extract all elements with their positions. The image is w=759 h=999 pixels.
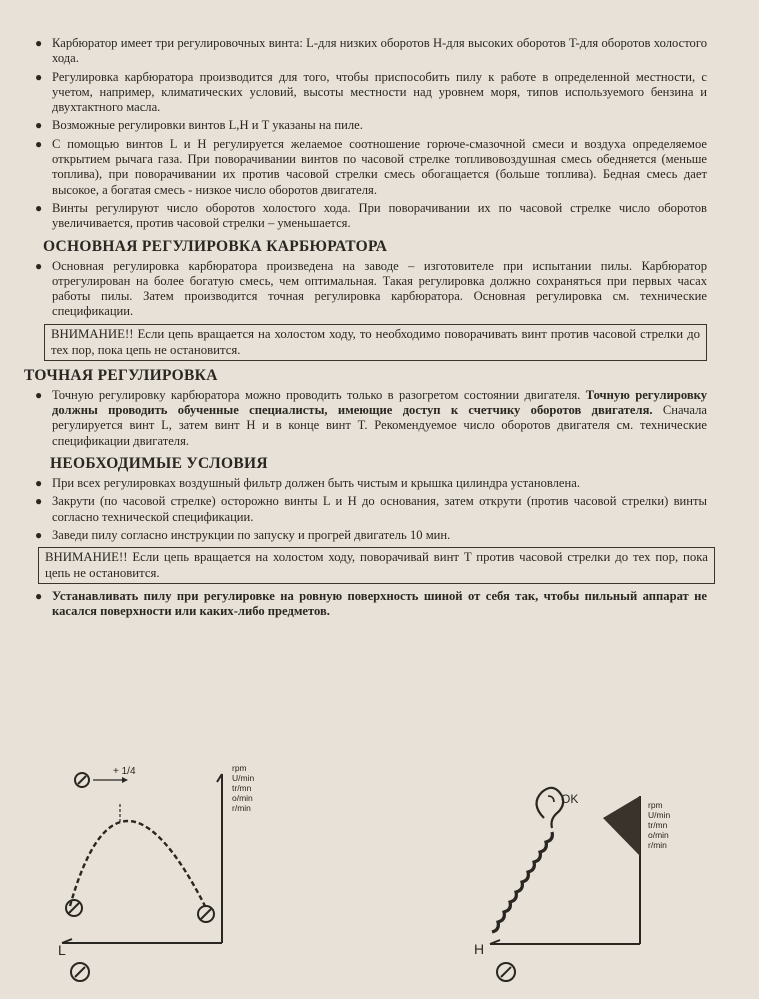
bullet-icon: ● [35, 36, 43, 50]
unit-label: r/min [648, 840, 667, 850]
bullet-icon: ● [35, 200, 43, 215]
axis-label-l: L [58, 942, 66, 958]
adjustment-figures [0, 756, 759, 999]
screw-icon [198, 906, 214, 922]
list-item: ● Точную регулировку карбюратора можно проводить только в разогретом состоянии двигателя. Точную регулировку должны проводить обученные специалисты, имеющие доступ к счетчику оборотов двигателя. Сначала регулируется винт L, затем винт H и в конце винт T. Рекомендуемое число оборотов двигателя см. технические спецификации двигателя. [35, 387, 707, 448]
list-item: ● Возможные регулировки винтов L,H и T указаны на пиле. [35, 118, 363, 133]
bullet-icon: ● [35, 494, 43, 509]
unit-label: U/min [232, 773, 255, 783]
unit-label: rpm [648, 800, 663, 810]
bullet-icon: ● [35, 118, 43, 133]
rpm-wave [492, 832, 552, 932]
bullet-icon: ● [35, 387, 43, 402]
list-item: ● Устанавливать пилу при регулировке на ровную поверхность шиной от себя так, чтобы пильный аппарат не касался поверхности или каких-либо предметов. [35, 589, 707, 619]
screw-icon [71, 963, 89, 981]
list-item: ● Основная регулировка карбюратора произведена на заводе – изготовителе при испытании пилы. Карбюратор отрегулирован на более богатую смесь, чем оптимальная. Такая регулировка должно сохраняться при первых часах работы пилы. Затем производится точная регулировка карбюратора. Основная регулировка см. технические спецификации. [35, 258, 707, 319]
bullet-icon: ● [35, 589, 43, 604]
screw-icon [497, 963, 515, 981]
list-item: ● С помощью винтов L и H регулируется желаемое соотношение горюче-смазочной смеси и воздуха определяемое открытием рычага газа. При поворачивании винтов по часовой стрелке топливовоздушная смесь обедняется (меньше топлива), при поворачивании их против часовой стрелки смесь обогащается (больше топлива). Бедная смесь дает высокое, а богатая смесь - низкое число оборотов двигателя. [35, 136, 707, 197]
rpm-curve [70, 821, 205, 906]
screw-icon [66, 900, 82, 916]
unit-label: tr/mn [648, 820, 668, 830]
bullet-icon: ● [35, 475, 43, 490]
warning-box-basic: ВНИМАНИЕ!! Если цепь вращается на холостом ходу, то необходимо поворачивать винт против часовой стрелки до тех пор, пока цепь не остановится. [44, 324, 707, 361]
turn-arrow-head [122, 777, 128, 783]
axis-label-h: H [474, 941, 485, 957]
figure-high-speed [474, 788, 670, 981]
figure-low-speed [58, 763, 254, 981]
list-item: ● Заведи пилу согласно инструкции по запуску и прогрей двигатель 10 мин. [35, 527, 451, 542]
bullet-icon: ● [35, 527, 43, 542]
section-heading-conditions: НЕОБХОДИМЫЕ УСЛОВИЯ [50, 454, 268, 472]
warning-box-conditions: ВНИМАНИЕ!! Если цепь вращается на холостом ходу, поворачивай винт T против часовой стрелки до тех пор, пока цепь не остановится. [38, 547, 715, 584]
intro-list [30, 36, 707, 232]
unit-label: U/min [648, 810, 671, 820]
list-item: ● Винты регулируют число оборотов холостого хода. При поворачивании их по часовой стрелке число оборотов увеличивается, против часовой стрелки – уменьшается. [35, 200, 707, 231]
unit-label: tr/mn [232, 783, 252, 793]
list-item: ● Регулировка карбюратора производится для того, чтобы приспособить пилу к работе в определенной местности, с учетом, например, климатических условий, высоты местности над уровнем моря, типов используемого бензина и двухтактного масла. [35, 69, 707, 115]
bullet-icon: ● [35, 69, 43, 84]
screw-icon [75, 773, 89, 787]
section-heading-fine: ТОЧНАЯ РЕГУЛИРОВКА [24, 366, 218, 384]
unit-label: o/min [648, 830, 669, 840]
ok-label: OK [561, 792, 579, 806]
unit-label: r/min [232, 803, 251, 813]
ear-icon [536, 788, 563, 828]
section-heading-basic: ОСНОВНАЯ РЕГУЛИРОВКА КАРБЮРАТОРА [43, 237, 388, 255]
list-item: ● Закрути (по часовой стрелке) осторожно винты L и H до основания, затем открути (против часовой стрелки) винты согласно технической спецификации. [35, 494, 707, 524]
bullet-icon: ● [35, 136, 43, 151]
unit-label: o/min [232, 793, 253, 803]
list-item: ● При всех регулировках воздушный фильтр должен быть чистым и крышка цилиндра установлена. [35, 475, 580, 490]
unit-label: rpm [232, 763, 247, 773]
turn-label: + 1/4 [113, 766, 136, 777]
bullet-icon: ● [35, 258, 43, 273]
list-item: ● Карбюратор имеет три регулировочных винта: L-для низких оборотов H-для высоких оборотов T-для оборотов холостого хода. [35, 36, 707, 66]
speed-burst-icon [603, 796, 640, 856]
